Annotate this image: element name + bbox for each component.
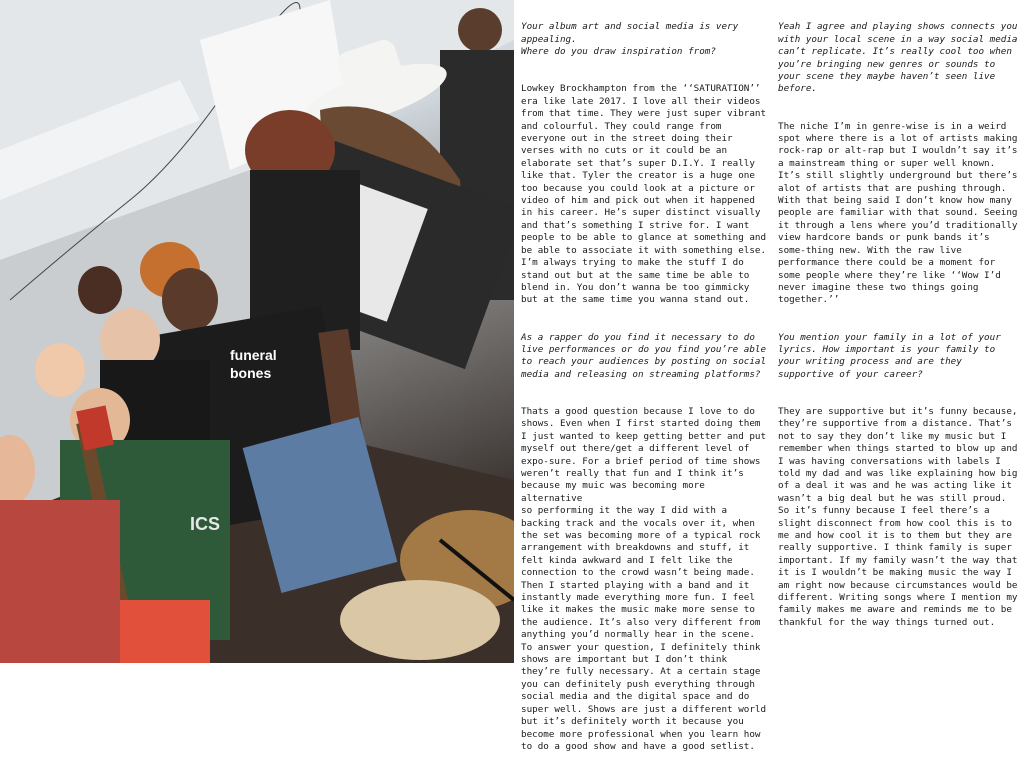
question-live-performances: As a rapper do you find it necessary to do live performances or do you find you’re able to reach your audiences by posting on social media and releasing on streaming platforms? — [521, 331, 767, 380]
interviewer-comment-local-scene: Yeah I agree and playing shows connects you with your local scene in a way social media can’t replicate. It’s really cool too when you’re bringing new genres or sounds to your scene they maybe haven’t seen live before. — [778, 21, 1018, 95]
shirt-text: bones — [230, 365, 272, 381]
concert-photo — [0, 0, 514, 663]
answer-family: They are supportive but it’s funny because, they’re supportive from a distance. That’s not to say they don’t like my music but I remember when things started to blow up and I was having conversations with labels I told my dad and was like explaining how big of a deal it was and he was acting like it wasn’t a big deal but he was still proud. So it’s funny because I feel there’s a slight disconnect from how cool this is to me and how cool it is to them but they are really supportive. I think family is super important. If my family wasn’t the way that it is I wouldn’t be making music the way I am right now because circumstances would be different. Writing songs where I mention my family makes me aware and reminds me to be thankful for the way things turned out. — [778, 405, 1018, 628]
answer-album-art: Lowkey Brockhampton from the ‘‘SATURATION’’ era like late 2017. I love all their videos from that time. They were just super vibrant and colourful. They could range from everyone out in the street doing their verses with no cuts or it could be an elaborate set that’s super D.I.Y. I really like that. Tyler the creator is a huge one too because you could look at a picture or video of him and pick out when it happened in his career. He’s super distinct visually and that’s something I strive for. I want people to be able to glance at something and be able to associate it with something else. I’m always trying to make the stuff I do stand out but at the same time be able to blend in. You don’t wanna be too gimmicky but at the same time you wanna stand out. — [521, 83, 767, 306]
answer-genre-niche: The niche I’m in genre-wise is in a weird spot where there is a lot of artists making rock-rap or alt-rap but I wouldn’t say it’s a mainstream thing or super well known. It’s still slightly underground but there’s alot of artists that are pushing through. With that being said I don’t know how many people are familiar with that sound. Seeing it through a lens where you’d traditionally view hardcore bands or punk bands it’s some-thing new. With the raw live performance there could be a moment for some people where they’re like ‘‘Wow I’d never imagine these two things going together.’’ — [778, 120, 1018, 306]
shirt-text: funeral — [230, 347, 277, 363]
shirt-text: ICS — [190, 514, 221, 534]
answer-live-performances: Thats a good question because I love to do shows. Even when I first started doing them I just wanted to keep getting better and put myself out there/get a different level of expo-sure. For a brief period of time shows weren’t really that fun and I think it’s because my muic was becoming more alternative so performing it the way I did with a backing track and the vocals over it, when the set was becoming more of a typical rock arrangement with breakdowns and stuff, it felt kinda awkward and I felt like the connection to the crowd wasn’t being made. Then I started playing with a band and it instantly made everything more fun. I feel like it makes the music make more sense to the audience. It’s also very different from anything you’d normally hear in the scene. To answer your question, I definitely think shows are important but I don’t think they’re fully necessary. At a certain stage you can definitely push everything through social media and the digital space and do super well. Shows are just a different world but it’s definitely worth it because you become more professional when you learn how to do a good show and have a good setlist. — [521, 405, 767, 752]
interview-column-right — [778, 9, 1018, 654]
question-family: You mention your family in a lot of your lyrics. How important is your family to your writing process and are they supportive of your career? — [778, 331, 1001, 380]
concert-photo-illustration — [0, 0, 514, 663]
question-album-art: Your album art and social media is very appealing. Where do you draw inspiration from? — [521, 21, 739, 58]
